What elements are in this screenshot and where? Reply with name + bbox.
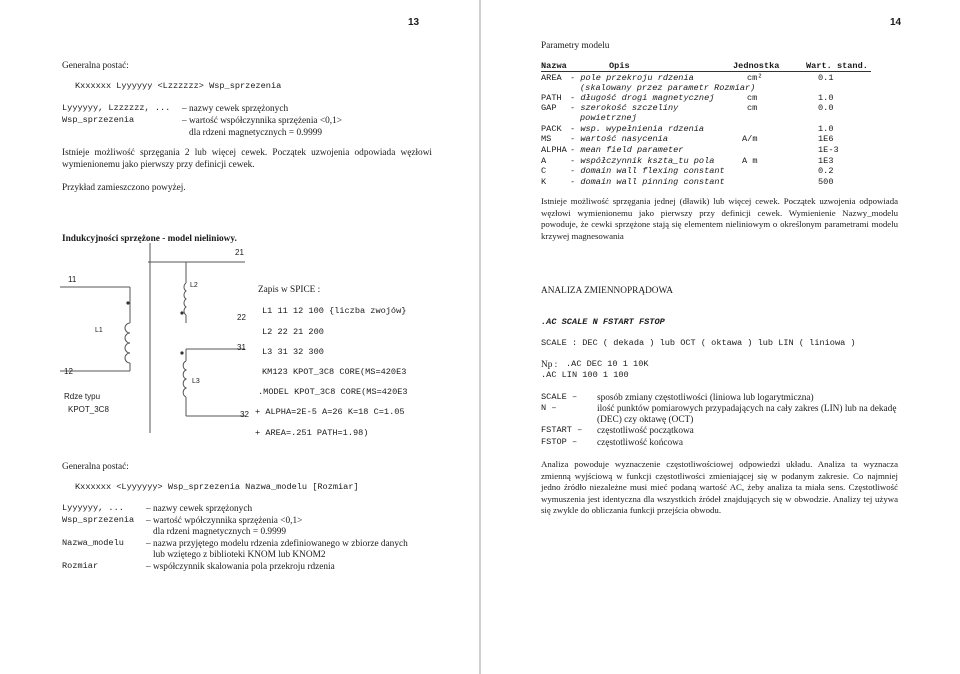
syntax-line: Kxxxxxx Lyyyyyy <Lzzzzzz> Wsp_sprzezenia: [75, 81, 282, 91]
inductor-label: L1: [95, 327, 103, 334]
ac-syntax: .AC SCALE N FSTART FSTOP: [541, 317, 665, 327]
param-name: GAP: [541, 103, 557, 113]
polarity-dot: [180, 351, 183, 354]
desc-text: – nazwy cewek sprzężonych: [182, 104, 289, 114]
spice-line: L2 22 21 200: [262, 327, 324, 337]
param-desc: - współczynnik kszta_tu pola: [570, 156, 715, 166]
param-desc: - pole przekroju rdzenia: [570, 73, 694, 83]
general-form-label-2: Generalna postać:: [62, 462, 129, 472]
desc-term: Rozmiar: [62, 561, 99, 571]
param-default: 1E3: [818, 156, 834, 166]
param-default: 1.0: [818, 93, 834, 103]
param-unit: cm²: [747, 73, 763, 83]
param-name: K: [541, 177, 547, 187]
desc-term: Wsp_sprzezenia: [62, 515, 135, 525]
param-default: 500: [818, 177, 834, 187]
desc-text: – wartość współczynnika sprzężenia <0,1>: [182, 116, 342, 126]
param-desc: - długość drogi magnetycznej: [570, 93, 715, 103]
node-label: 22: [237, 313, 246, 322]
nonlinear-heading: Indukcyjności sprzężone - model nieliniowy.: [62, 234, 237, 244]
table-header-default: Wart. stand.: [806, 61, 868, 71]
node-label: 12: [64, 367, 73, 376]
param-desc: - mean field parameter: [570, 145, 684, 155]
param-name: ALPHA: [541, 145, 567, 155]
spice-line: .MODEL KPOT_3C8 CORE(MS=420E3: [258, 387, 408, 397]
desc-text: – wartość wpółczynnika sprzężenia <0,1>: [146, 516, 303, 526]
ac-heading: ANALIZA ZMIENNOPRĄDOWA: [541, 286, 673, 296]
param-default: 0.0: [818, 103, 834, 113]
table-header-unit: Jednostka: [733, 61, 780, 71]
table-header-rule: [541, 71, 871, 72]
example-prefix: Np :: [541, 360, 558, 370]
params-heading: Parametry modelu: [541, 41, 610, 51]
page-number-left: 13: [408, 17, 420, 28]
table-header-name: Nazwa: [541, 61, 567, 71]
node-label: 32: [240, 410, 249, 419]
param-term: FSTOP –: [541, 437, 578, 447]
param-default: 0.2: [818, 166, 834, 176]
spice-line: KM123 KPOT_3C8 CORE(MS=420E3: [262, 367, 407, 377]
spice-line: L1 11 12 100 {liczba zwojów}: [262, 306, 407, 316]
param-desc: - wartość nasycenia: [570, 134, 668, 144]
left-page: [0, 0, 479, 674]
inductor-label: L2: [190, 282, 198, 289]
example-note: Przykład zamieszczono powyżej.: [62, 183, 186, 193]
param-name: MS: [541, 134, 552, 144]
param-default: 1E-3: [818, 145, 839, 155]
coupling-paragraph: Istnieje możliwość sprzęgania 2 lub więcej cewek. Początek uzwojenia odpowiada węzłowi wymienionemu jako pierwszy przy definicji cewek.: [62, 148, 432, 170]
desc-text: – nazwa przyjętego modelu rdzenia zdefiniowanego w zbiorze danych: [146, 539, 408, 549]
param-term: FSTART –: [541, 425, 583, 435]
param-unit: cm: [747, 93, 758, 103]
core-name-label: KPOT_3C8: [68, 405, 109, 414]
desc-text: dla rdzeni magnetycznych = 0.9999: [189, 128, 323, 138]
polarity-dot: [180, 311, 183, 314]
param-desc: (skalowany przez parametr Rozmiar): [580, 83, 756, 93]
param-default: 1.0: [818, 124, 834, 134]
param-term: SCALE –: [541, 392, 578, 402]
core-type-label: Rdze typu: [64, 392, 101, 401]
param-desc: - domain wall flexing constant: [570, 166, 725, 176]
desc-text: – nazwy cewek sprzężonych: [146, 504, 253, 514]
desc-term: Lyyyyyy, ...: [62, 503, 124, 513]
param-name: PATH: [541, 93, 562, 103]
param-term-desc: sposób zmiany częstotliwości (liniowa lub logarytmiczna): [597, 393, 814, 403]
param-name: C: [541, 166, 547, 176]
param-default: 0.1: [818, 73, 834, 83]
param-name: PACK: [541, 124, 562, 134]
example-line: .AC DEC 10 1 10K: [566, 359, 649, 369]
ac-paragraph: Analiza powoduje wyznaczenie częstotliwościowej odpowiedzi układu. Analiza ta wyznacza zmienną wyjściową w funkcji częstotliwości zmieniającej się w podanym zakresie. Co najmniej jedno źródło niezależne musi mieć podaną wartość AC, żeby analiza ta miała sens. Częstotliwość wymuszenia jest identyczna dla wszystkich źródeł znajdujących się w obwodzie. Analizy tej używa się zwykle do obliczania funkcji przejścia obwodu.: [541, 459, 898, 515]
spice-line: + ALPHA=2E-5 A=26 K=18 C=1.05: [255, 407, 405, 417]
spice-heading: Zapis w SPICE :: [258, 285, 321, 295]
param-default: 1E6: [818, 134, 834, 144]
general-form-label: Generalna postać:: [62, 61, 129, 71]
desc-text: lub wziętego z biblioteki KNOM lub KNOM2: [153, 550, 326, 560]
page-number-right: 14: [890, 17, 902, 28]
param-term-desc: (DEC) czy oktawę (OCT): [597, 415, 694, 425]
param-term-desc: ilość punktów pomiarowych przypadających na cały zakres (LIN) lub na dekadę: [597, 404, 897, 414]
node-label: 21: [235, 248, 244, 257]
desc-term: Lyyyyyy, Lzzzzzz, ...: [62, 103, 171, 113]
param-desc: - domain wall pinning constant: [570, 177, 725, 187]
table-header-desc: Opis: [609, 61, 630, 71]
node-label: 11: [68, 275, 77, 284]
node-label: 31: [237, 343, 246, 352]
desc-text: – współczynnik skalowania pola przekroju rdzenia: [146, 562, 335, 572]
param-desc: - szerokość szczeliny: [570, 103, 679, 113]
single-coupling-paragraph: Istnieje możliwość sprzęgania jednej (dławik) lub więcej cewek. Początek uzwojenia odpowiada węzłowi wymienionemu jako pierwszy przy definicji cewek. Wymienienie Nazwy_modelu powoduje, że cewki sprzężone stają się elementem nieliniowym o określonym parametrami modelu krzywej magnesowania: [541, 196, 898, 241]
scale-line: SCALE : DEC ( dekada ) lub OCT ( oktawa ) lub LIN ( liniowa ): [541, 338, 856, 348]
param-name: A: [541, 156, 547, 166]
param-name: AREA: [541, 73, 562, 83]
param-term-desc: częstotliwość końcowa: [597, 438, 683, 448]
desc-text: dla rdzeni magnetycznych = 0.9999: [153, 527, 287, 537]
example-line: .AC LIN 100 1 100: [541, 370, 629, 380]
param-term: N –: [541, 403, 557, 413]
inductor-label: L3: [192, 378, 200, 385]
desc-term: Wsp_sprzezenia: [62, 115, 135, 125]
spice-line: + AREA=.251 PATH=1.98): [255, 428, 369, 438]
param-desc: - wsp. wypełnienia rdzenia: [570, 124, 705, 134]
param-unit: cm: [747, 103, 758, 113]
polarity-dot: [126, 301, 129, 304]
param-term-desc: częstotliwość początkowa: [597, 426, 694, 436]
param-unit: A m: [742, 156, 758, 166]
syntax-line-2: Kxxxxxx <Lyyyyyy> Wsp_sprzezenia Nazwa_modelu [Rozmiar]: [75, 482, 359, 492]
spice-line: L3 31 32 300: [262, 347, 324, 357]
param-desc: powietrznej: [580, 113, 637, 123]
desc-term: Nazwa_modelu: [62, 538, 124, 548]
param-unit: A/m: [742, 134, 758, 144]
